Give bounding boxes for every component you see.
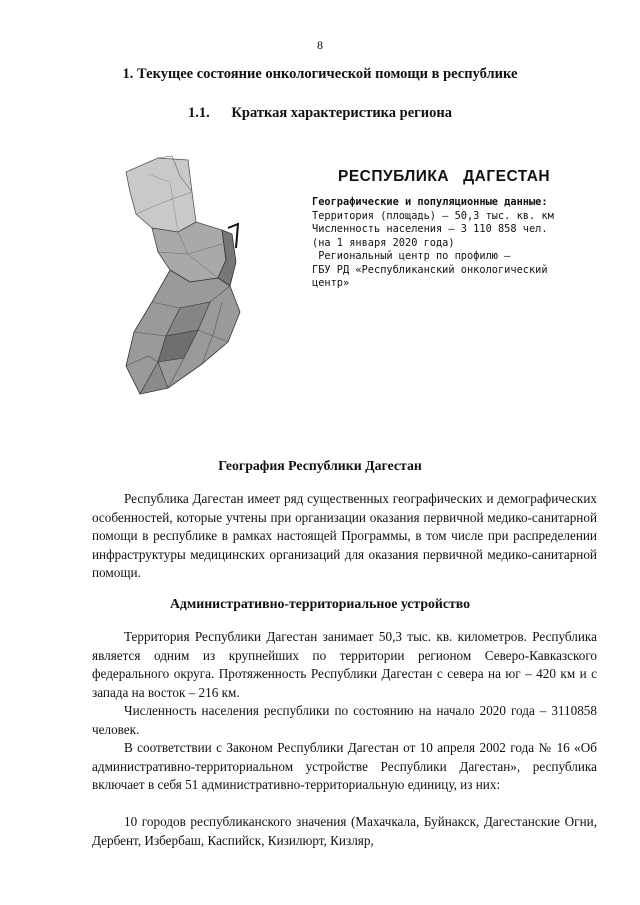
population-line: Численность населения – 3 110 858 чел.: [312, 223, 548, 235]
regional-center-name-1: ГБУ РД «Республиканский онкологический: [312, 263, 548, 276]
regional-center-label: Региональный центр по профилю –: [312, 250, 511, 262]
territory-line: Территория (площадь) – 50,3 тыс. кв. км: [312, 209, 554, 222]
geography-paragraph: Республика Дагестан имеет ряд существенных географических и демографических особенностей, которые учтены при организации оказания первичной медико-санитарной помощи в республике в рамках настоящей Программы, в том числе при распределении инфраструктуры медицинских организаций для оказания первичной медико-санитарной помощи.: [92, 491, 597, 581]
admin-paragraph-4: 10 городов республиканского значения (Махачкала, Буйнакск, Дагестанские Огни, Дербент, Избербаш, Каспийск, Кизилюрт, Кизляр,: [92, 814, 597, 848]
dagestan-map-image: [118, 152, 250, 412]
page-number: 8: [317, 38, 323, 52]
geography-heading: География Республики Дагестан: [218, 458, 422, 473]
admin-paragraph-1: Территория Республики Дагестан занимает 50,3 тыс. кв. километров. Республика является одним из крупнейших по территории регионом Северо-Кавказского федерального округа. Протяженность Республики Дагестан с севера на юг – 420 км и с запада на восток – 216 км.: [92, 629, 597, 700]
admin-heading: Административно-территориальное устройство: [169, 596, 471, 611]
section-title: Текущее состояние онкологической помощи в республике: [137, 66, 518, 82]
admin-paragraph-3: В соответствии с Законом Республики Дагестан от 10 апреля 2002 года № 16 «Об административно-территориальном устройстве Республики Дагестан», республика включает в себя 51 административно-территориальную единицу, из них:: [92, 740, 597, 793]
region-info-card: [312, 168, 612, 291]
region-name-word-1: РЕСПУБЛИКА: [338, 168, 450, 185]
section-heading: [0, 66, 640, 83]
geo-data-heading: Географические и популяционные данные:: [312, 196, 548, 208]
regional-center-name-2: центр»: [312, 277, 350, 289]
region-name-word-2: ДАГЕСТАН: [463, 168, 551, 185]
section-number: 1.: [122, 66, 134, 82]
subsection-heading: [0, 105, 640, 122]
admin-paragraph-2: Численность населения республики по состоянию на начало 2020 года – 3110858 человек.: [92, 703, 597, 737]
population-date-line: (на 1 января 2020 года): [312, 236, 455, 249]
subsection-number: 1.1.: [188, 105, 210, 121]
region-name: [338, 168, 612, 186]
subsection-title: Краткая характеристика региона: [231, 105, 452, 121]
